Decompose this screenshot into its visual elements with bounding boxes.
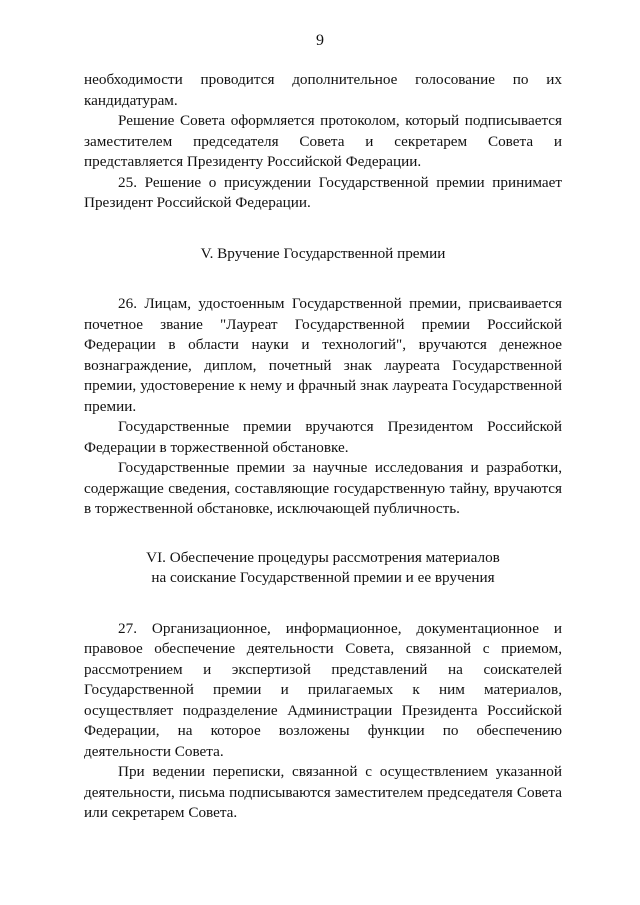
paragraph-27-correspondence: При ведении переписки, связанной с осуществлением указанной деятельности, письма подписываются заместителем председателя Совета или секретарем Совета. bbox=[84, 763, 562, 821]
paragraph-decision-protocol: Решение Совета оформляется протоколом, который подписывается заместителем председателя Совета и секретарем Совета и представляется Президенту Российской Федерации. bbox=[84, 112, 562, 170]
section-heading-vi bbox=[84, 548, 562, 589]
section-heading-vi-line-1: VI. Обеспечение процедуры рассмотрения материалов bbox=[146, 548, 500, 566]
paragraph-27: 27. Организационное, информационное, документационное и правовое обеспечение деятельности Совета, связанной с приемом, рассмотрением и экспертизой представлений на соискателей Государственной премии и прилагаемых к ним материалов, осуществляет подразделение Администрации Президента Российской Федерации, на которое возложены функции по обеспечению деятельности Совета. bbox=[84, 619, 562, 760]
paragraph-26-secret: Государственные премии за научные исследования и разработки, содержащие сведения, составляющие государственную тайну, вручаются в торжественной обстановке, исключающей публичность. bbox=[84, 459, 562, 517]
document-body bbox=[84, 70, 562, 824]
page-number: 9 bbox=[316, 32, 324, 49]
paragraph-25: 25. Решение о присуждении Государственной премии принимает Президент Российской Федерации. bbox=[84, 173, 562, 211]
spacer bbox=[84, 589, 562, 619]
section-heading-v: V. Вручение Государственной премии bbox=[200, 244, 446, 262]
spacer bbox=[84, 520, 562, 548]
paragraph-26: 26. Лицам, удостоенным Государственной премии, присваивается почетное звание "Лауреат Государственной премии Российской Федерации в области науки и технологий", вручаются денежное вознаграждение, диплом, почетный знак лауреата Государственной премии, удостоверение к нему и фрачный знак лауреата Государственной премии. bbox=[84, 295, 562, 415]
spacer bbox=[84, 214, 562, 244]
section-heading-vi-line-2: на соискание Государственной премии и ее вручения bbox=[151, 569, 495, 586]
spacer bbox=[84, 264, 562, 294]
paragraph-continuation: необходимости проводится дополнительное голосование по их кандидатурам. bbox=[84, 71, 562, 109]
paragraph-26-presentation: Государственные премии вручаются Президентом Российской Федерации в торжественной обстановке. bbox=[84, 418, 562, 456]
